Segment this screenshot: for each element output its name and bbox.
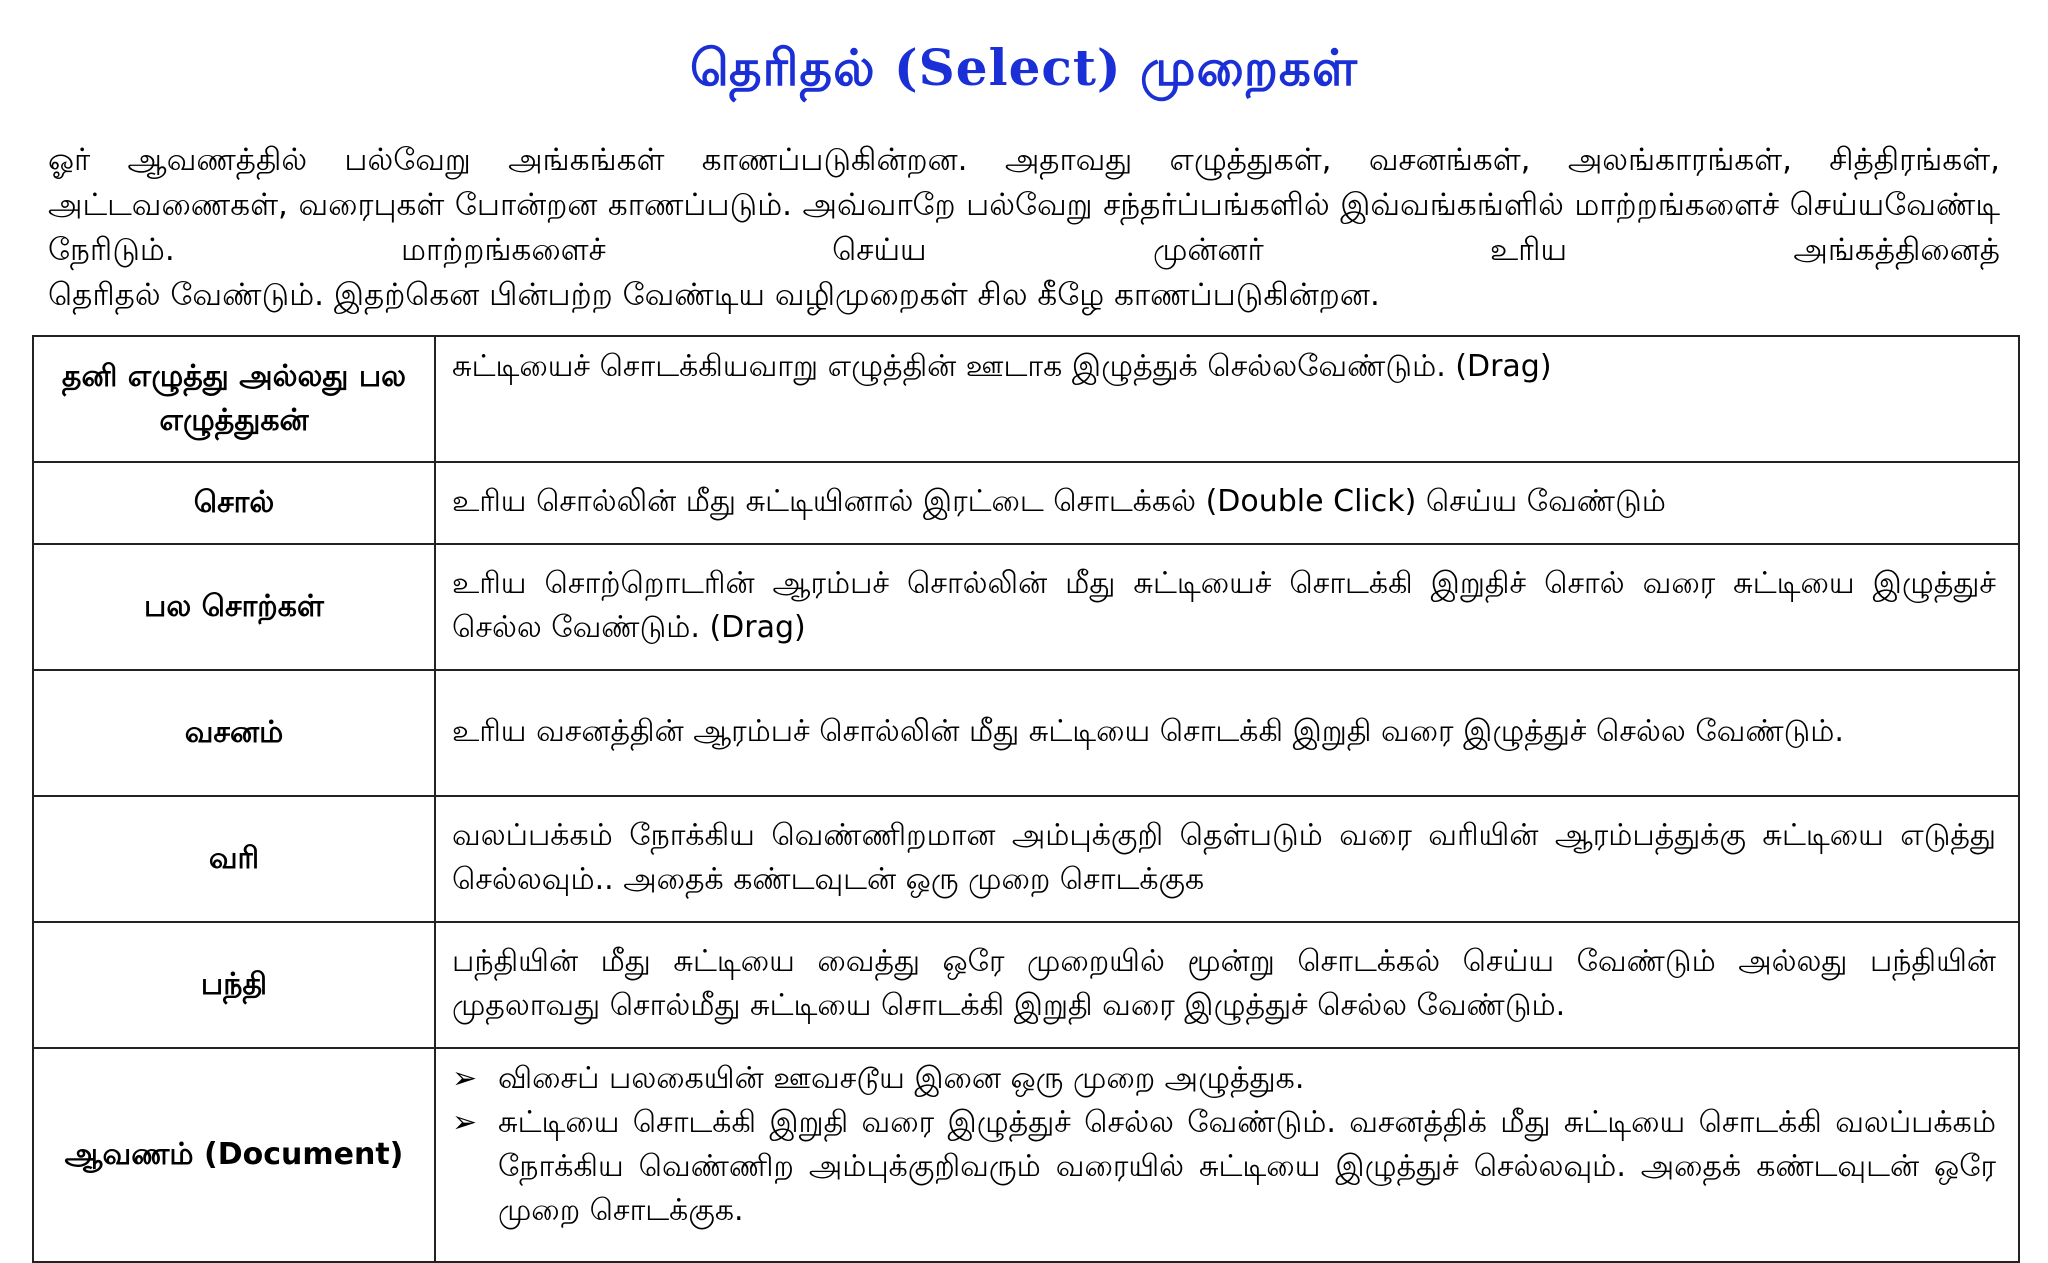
row-method-bullets xyxy=(435,1048,2019,1262)
arrow-bullet-icon: ➢ xyxy=(452,1061,478,1096)
table-row xyxy=(33,922,2019,1048)
row-method: உரிய வசனத்தின் ஆரம்பச் சொல்லின் மீது சுட்டியை சொடக்கி இறுதி வரை இழுத்துச் செல்ல வேண்டும். xyxy=(435,670,2019,796)
row-method: வலப்பக்கம் நோக்கிய வெண்ணிறமான அம்புக்குறி தெள்படும் வரை வரியின் ஆரம்பத்துக்கு சுட்டியை எடுத்து செல்லவும்.. அதைக் கண்டவுடன் ஒரு முறை சொடக்குக xyxy=(435,796,2019,922)
bullet-text: சுட்டியை சொடக்கி இறுதி வரை இழுத்துச் செல்ல வேண்டும். வசனத்திக் மீது சுட்டியை சொடக்கி வலப்பக்கம் நோக்கிய வெண்ணிற அம்புக்குறிவரும் வரையில் சுட்டியை இழுத்துச் செல்லவும். அதைக் கண்டவுடன் ஒரே முறை சொடக்குக. xyxy=(498,1105,1996,1228)
row-item: ஆவணம் (Document) xyxy=(33,1048,435,1262)
arrow-bullet-icon: ➢ xyxy=(452,1105,478,1140)
intro-paragraph xyxy=(48,138,2000,318)
table-row xyxy=(33,544,2019,670)
row-method: பந்தியின் மீது சுட்டியை வைத்து ஒரே முறையில் மூன்று சொடக்கல் செய்ய வேண்டும் அல்லது பந்தியின் முதலாவது சொல்மீது சுட்டியை சொடக்கி இறுதி வரை இழுத்துச் செல்ல வேண்டும். xyxy=(435,922,2019,1048)
list-item xyxy=(452,1101,1996,1233)
table-row xyxy=(33,670,2019,796)
table-row xyxy=(33,796,2019,922)
table-row-document xyxy=(33,1048,2019,1262)
row-item: தனி எழுத்து அல்லது பல எழுத்துகன் xyxy=(33,336,435,462)
intro-text: ஓர் ஆவணத்தில் பல்வேறு அங்கங்கள் காணப்படுகின்றன. அதாவது எழுத்துகள், வசனங்கள், அலங்காரங்கள், சித்திரங்கள், அட்டவணைகள், வரைபுகள் போன்றன காணப்படும். அவ்வாறே பல்வேறு சந்தர்ப்பங்களில் இவ்வங்கங்ளில் மாற்றங்களைச் செய்யவேண்டி நேரிடும். மாற்றங்களைச் செய்ய முன்னர் உரிய அங்கத்தினைத் xyxy=(48,142,2000,268)
selection-methods-table xyxy=(32,335,2020,1263)
bullet-list xyxy=(452,1057,1996,1233)
table-row xyxy=(33,336,2019,462)
row-item: பல சொற்கள் xyxy=(33,544,435,670)
intro-last-line: தெரிதல் வேண்டும். இதற்கென பின்பற்ற வேண்டிய வழிமுறைகள் சில கீழே காணப்படுகின்றன. xyxy=(48,277,1380,313)
row-method: சுட்டியைச் சொடக்கியவாறு எழுத்தின் ஊடாக இழுத்துக் செல்லவேண்டும். (Drag) xyxy=(435,336,2019,462)
bullet-text: விசைப் பலகையின் ஊவசடூய இனை ஒரு முறை அழுத்துக. xyxy=(498,1061,1305,1096)
row-item: வரி xyxy=(33,796,435,922)
row-method: உரிய சொற்றொடரின் ஆரம்பச் சொல்லின் மீது சுட்டியைச் சொடக்கி இறுதிச் சொல் வரை சுட்டியை இழுத்துச் செல்ல வேண்டும். (Drag) xyxy=(435,544,2019,670)
list-item xyxy=(452,1057,1996,1101)
page-title: தெரிதல் (Select) முறைகள் xyxy=(690,38,1358,97)
row-item: சொல் xyxy=(33,462,435,544)
row-method: உரிய சொல்லின் மீது சுட்டியினால் இரட்டை சொடக்கல் (Double Click) செய்ய வேண்டும் xyxy=(435,462,2019,544)
table-row xyxy=(33,462,2019,544)
row-item: வசனம் xyxy=(33,670,435,796)
row-item: பந்தி xyxy=(33,922,435,1048)
